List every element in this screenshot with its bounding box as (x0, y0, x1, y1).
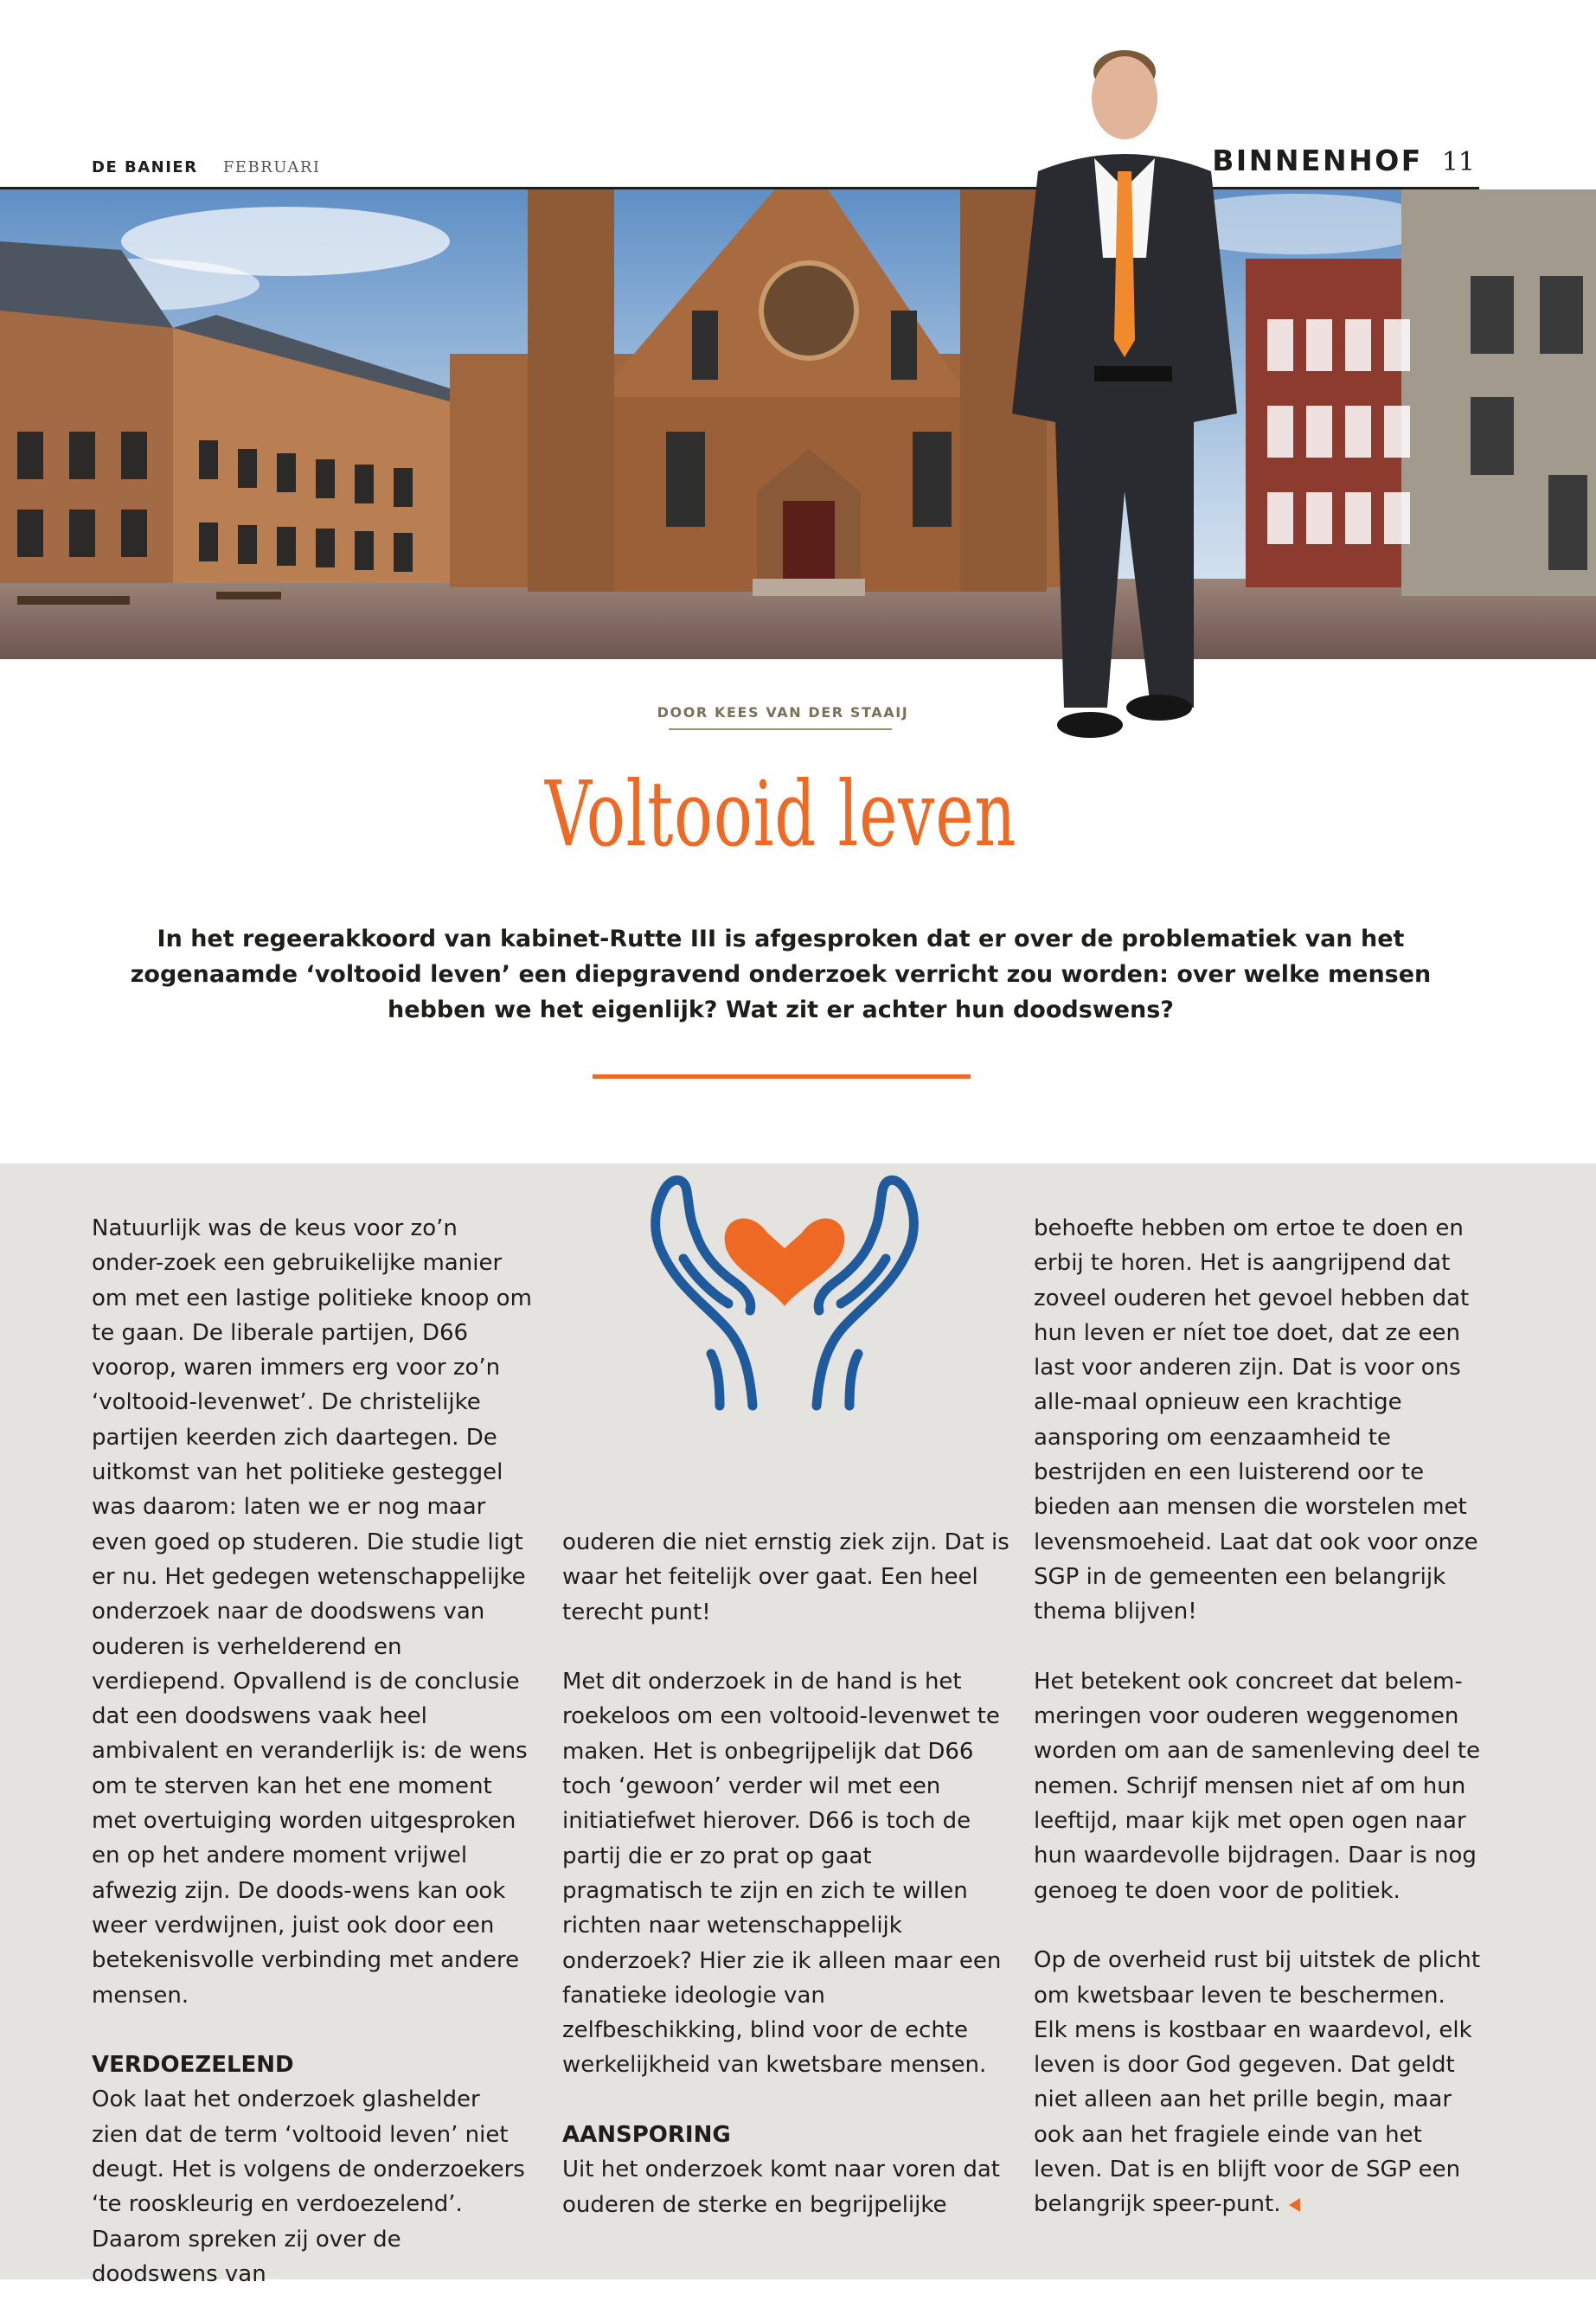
magazine-name: DE BANIER (92, 158, 198, 176)
paragraph: Uit het onderzoek komt naar voren dat ouderen de sterke en begrijpelijke (562, 2157, 1000, 2218)
accent-rule (593, 1074, 971, 1079)
paragraph: Met dit onderzoek in de hand is het roekeloos om een voltooid-levenwet te maken. Het is onbegrijpelijk dat D66 toch ‘gewoon’ verder wil met een initiatiefwet hierover. D66 is toch de partij die er zo prat op gaat pragmatisch te zijn en zich te willen richten naar wetenschappelijk onderzoek? Hier zie ik alleen maar een fanatieke ideologie van zelfbeschikking, blind voor de echte werkelijkheid van kwetsbare mensen. (562, 1669, 1002, 2079)
issue-month: FEBRUARI (222, 158, 321, 176)
page-header-left (92, 158, 321, 176)
binnenhof-building-image (0, 189, 1596, 659)
paragraph-text: Op de overheid rust bij uitstek de plicht om kwetsbaar leven te beschermen. Elk mens is kostbaar en waardevol, elk leven is door God gegeven. Dat geldt niet alleen aan het prille begin, maar ook aan het fragiele einde van het leven. Dat is en blijft voor de SGP een belangrijk speer-punt. (1034, 1947, 1481, 2218)
byline-rule (669, 728, 892, 730)
column-3 (1034, 1211, 1484, 2222)
hands-heart-icon (642, 1146, 927, 1423)
article-intro: In het regeerakkoord van kabinet-Rutte III is afgesproken dat er over de problematiek van het zogenaamde ‘voltooid leven’ een diepgravend onderzoek verricht zou worden: over welke mensen hebben we het eigenlijk? Wat zit er achter hun doodswens? (130, 926, 1432, 1023)
page-header-right (1212, 144, 1475, 177)
hero-photo (0, 189, 1596, 659)
section-label: BINNENHOF (1212, 144, 1423, 177)
column-2 (562, 1525, 1012, 2222)
article-title: Voltooid leven (544, 761, 1017, 867)
paragraph: behoefte hebben om ertoe te doen en erbij te horen. Het is aangrijpend dat zoveel ouderen het gevoel hebben dat hun leven er níet toe doet, dat ze een last voor anderen zijn. Dat is voor ons alle-maal opnieuw een krachtige aansporing om eenzaamheid te bestrijden en een luisterend oor te bieden aan mensen die worstelen met levensmoeheid. Laat dat ook voor onze SGP in de gemeenten een belangrijk thema blijven! (1034, 1215, 1478, 1625)
paragraph: ouderen die niet ernstig ziek zijn. Dat is waar het feitelijk over gaat. Een heel terecht punt! (562, 1529, 1010, 1625)
end-mark-icon (1289, 2198, 1300, 2212)
subheading: VERDOEZELEND (92, 2052, 294, 2079)
column-1 (92, 1211, 533, 2291)
byline: DOOR KEES VAN DER STAAIJ (657, 704, 909, 721)
paragraph-last (1034, 1943, 1484, 2221)
paragraph: Natuurlijk was de keus voor zo’n onder-zoek een gebruikelijke manier om met een lastige politieke knoop om te gaan. De liberale partijen, D66 voorop, waren immers erg voor zo’n ‘voltooid-levenwet’. De christelijke partijen keerden zich daartegen. De uitkomst van het politieke gesteggel was daarom: laten we er nog maar even goed op studeren. Die studie ligt er nu. Het gedegen wetenschappelijke onderzoek naar de doodswens van ouderen is verhelderend en verdiepend. Opvallend is de conclusie dat een doodswens vaak heel ambivalent en veranderlijk is: de wens om te sterven kan het ene moment met overtuiging worden uitgesproken en op het andere moment vrijwel afwezig zijn. De doods-wens kan ook weer verdwijnen, juist ook door een betekenisvolle verbinding met andere mensen. (92, 1215, 532, 2009)
paragraph: Het betekent ook concreet dat belem-meringen voor ouderen weggenomen worden om aan de samenleving deel te nemen. Schrijf mensen niet af om hun leeftijd, maar kijk met open ogen naar hun waardevolle bijdragen. Daar is nog genoeg te doen voor de politiek. (1034, 1668, 1481, 1904)
page-number: 11 (1441, 147, 1475, 177)
subheading: AANSPORING (562, 2122, 731, 2149)
paragraph: Ook laat het onderzoek glashelder zien dat de term ‘voltooid leven’ niet deugt. Het is volgens de onderzoekers ‘te rooskleurig en verdoezelend’. Daarom spreken zij over de doodswens van (92, 2086, 525, 2287)
